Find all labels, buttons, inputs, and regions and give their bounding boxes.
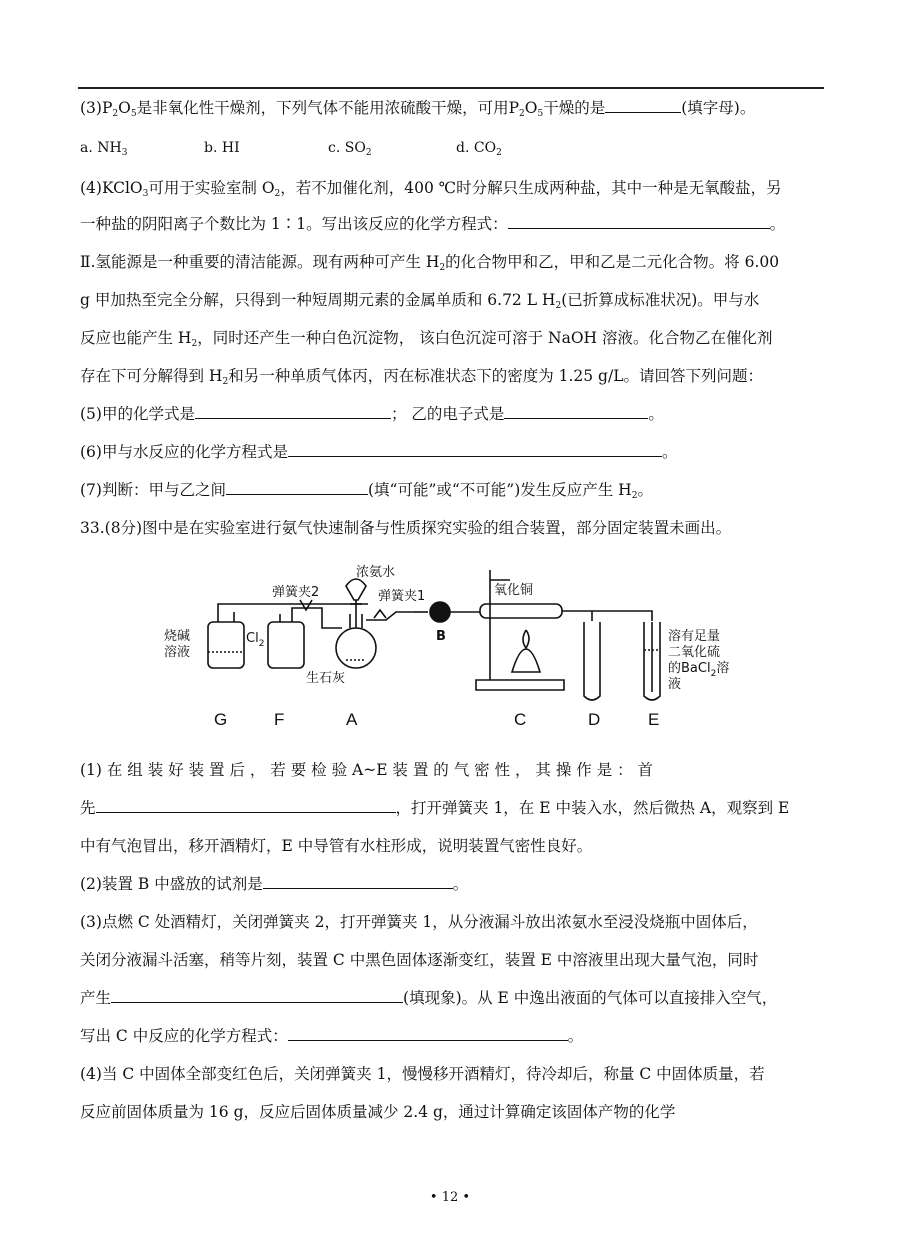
answer-blank[interactable] [288,1026,568,1041]
label-e-1: 溶有足量 [668,629,721,644]
separatory-funnel [346,579,366,600]
answer-blank[interactable] [96,798,396,813]
s3-line-4: 写出 C 中反应的化学方程式： 。 [80,1027,584,1045]
s2-line: (2)装置 B 中盛放的试剂是 。 [80,875,469,893]
answer-blank[interactable] [508,214,770,229]
combustion-tube-c [480,604,562,618]
part2-line-2: g 甲加热至完全分解，只得到一种短周期元素的金属单质和 6.72 L $H_2$(已折算成标准状况)。甲与水 [80,291,760,311]
drying-tube-b [430,602,450,622]
bottle-f [268,622,304,668]
label-caustic-soda: 烧碱 [164,629,191,644]
s1-line-3: 中有气泡冒出，移开酒精灯，E 中导管有水柱形成，说明装置气密性良好。 [80,837,593,855]
apparatus-diagram [160,560,730,735]
answer-blank[interactable] [111,988,403,1003]
letter-c: C [514,710,527,729]
s1-line-1: (1) 在 组 装 好 装 置 后 ， 若 要 检 验 A~E 装 置 的 气 密 性 ， 其 操 作 是 ： 首 [80,761,654,779]
q3-line [80,98,824,118]
label-e-3: 的BaCl$_2$溶 [668,661,730,679]
label-conc-ammonia: 浓氨水 [356,565,396,580]
q3-sub: 5 [537,109,544,119]
q3-text-d: O [524,99,538,117]
answer-blank[interactable] [195,404,391,419]
letter-e: E [648,710,660,729]
part2-line-4: 存在下可分解得到 $H_2$和另一种单质气体丙，丙在标准状态下的密度为 1.25 g/L。请回答下列问题： [80,367,763,387]
label-e-4: 液 [668,677,682,692]
label-cl2: $Cl_2$ [246,631,265,649]
q33-title: 33.(8分)图中是在实验室进行氨气快速制备与性质探究实验的组合装置，部分固定装置未画出。 [80,519,732,537]
q4-line-1: (4)KClO$_3$可用于实验室制 $O_2$，若不加催化剂，400 ℃时分解只生成两种盐，其中一种是无氧酸盐，另 [80,179,782,199]
q3-sub: 2 [519,109,525,119]
part2-line-1: Ⅱ.氢能源是一种重要的清洁能源。现有两种可产生 $H_2$的化合物甲和乙，甲和乙是二元化合物。将 6.00 [80,253,780,273]
s4-line-1: (4)当 C 中固体全部变红色后，关闭弹簧夹 1，慢慢移开酒精灯，待冷却后，称量 C 中固体质量，若 [80,1065,765,1083]
q4-line-2: 一种盐的阴阳离子个数比为 1∶1。写出该反应的化学方程式： 。 [80,215,786,233]
label-spring-clip-2: 弹簧夹2 [272,585,320,600]
answer-blank[interactable] [504,404,648,419]
answer-blank[interactable] [288,442,662,457]
label-quicklime: 生石灰 [306,671,346,686]
top-rule [78,87,824,89]
page-number: • 12 • [429,1190,471,1205]
option-b: b. HI [204,140,240,156]
letter-g: G [214,710,228,729]
letter-f: F [274,710,285,729]
label-e-2: 二氧化硫 [668,645,721,660]
test-tube-d [584,622,600,700]
label-copper-oxide: 氧化铜 [494,583,534,598]
answer-blank[interactable] [263,874,453,889]
answer-blank[interactable] [605,98,681,113]
label-b: B [436,629,446,644]
label-solution: 溶液 [164,645,191,660]
letter-d: D [588,710,601,729]
q3-text-c: 是非氧化性干燥剂，下列气体不能用浓硫酸干燥，可用P [136,99,520,117]
part2-line-3: 反应也能产生 $H_2$，同时还产生一种白色沉淀物， 该白色沉淀可溶于 NaOH 溶液。化合物乙在催化剂 [80,329,773,349]
alcohol-lamp [512,649,540,672]
q3-sub: 5 [130,109,137,119]
option-c: c. $SO_2$ [328,140,372,158]
q6-line: (6)甲与水反应的化学方程式是 。 [80,443,678,461]
q3-options [80,138,824,158]
label-spring-clip-1: 弹簧夹1 [378,589,426,604]
q3-text-f: (填字母)。 [681,99,756,117]
option-a: a. $NH_3$ [80,140,128,158]
letter-a: A [346,710,358,729]
spring-clip-1 [374,610,386,618]
s3-line-2: 关闭分液漏斗活塞，稍等片刻，装置 C 中黑色固体逐渐变红，装置 E 中溶液里出现大量气泡，同时 [80,951,759,969]
q3-text-a: (3)P [80,99,113,117]
q3-text-e: 干燥的是 [543,99,606,117]
q3-sub: 2 [112,109,119,119]
s4-line-2: 反应前固体质量为 16 g，反应后固体质量减少 2.4 g，通过计算确定该固体产物的化学 [80,1103,676,1121]
s3-line-3: 产生 (填现象)。从 E 中逸出液面的气体可以直接排入空气， [80,989,778,1007]
bottle-g [208,622,244,668]
s3-line-1: (3)点燃 C 处酒精灯，关闭弹簧夹 2，打开弹簧夹 1，从分液漏斗放出浓氨水至浸没烧瓶中固体后， [80,913,758,931]
q7-line: (7)判断：甲与乙之间 (填“可能”或“不可能”)发生反应产生 $H_2$。 [80,481,653,501]
option-d: d. $CO_2$ [456,140,502,158]
s1-line-2: 先 ，打开弹簧夹 1，在 E 中装入水，然后微热 A，观察到 E [80,799,790,817]
q5-line: (5)甲的化学式是 ； 乙的电子式是 。 [80,405,664,423]
q3-text-b: O [118,99,131,117]
answer-blank[interactable] [226,480,368,495]
flask-a [336,628,376,668]
